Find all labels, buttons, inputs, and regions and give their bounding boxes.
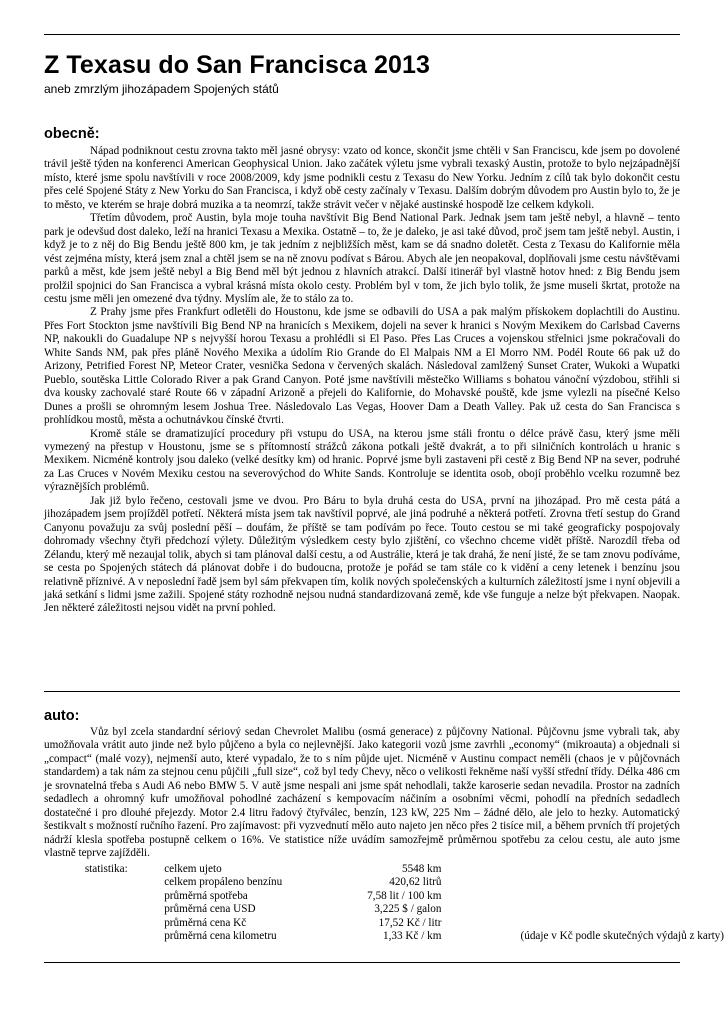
stats-label: statistika: <box>84 863 128 875</box>
stats-name: průměrná spotřeba <box>164 889 248 902</box>
paragraph: Z Prahy jsme přes Frankfurt odletěli do Houstonu, kde jsme se odbavili do USA a pak malým přískokem doplachtili do Austinu. Přes Fort Stockton jsme navštívili Big Bend NP na hranicích s Mexikem, dojeli na sever k hranici s Novým Mexikem do Carlsbad Caverns NP, nakoukli do Guadalupe NP s nejvyšší horou Texasu a prohlédli si El Paso. Přes Las Cruces a vojenskou střelnici jsme pokračovali do White Sands NM, pak přes pláně Nového Mexika a údolím Rio Grande do El Malpais NM a El Morro NM. Podél Route 66 pak už do Arizony, Petrified Forest NP, Meteor Crater, vesnička Sedona v červených skalách. Následoval zamlžený Sunset Crater, Wukoki a Wupatki Pueblo, soutěska Little Colorado River a pak Grand Canyon. Poté jsme navštívili městečko Williams s bohatou vánoční výzdobou, střihli si dva kousky zachovalé staré Route 66 v západní Arizoně a přejeli do Kalifornie, do Mohavské pouště, kde jsme vylezli na písečné Kelso Dunes a prošli se ohromným lesem Joshua Tree. Následovalo Las Vegas, Hoover Dam a Death Valley. Pak už cesta do San Francisca s prohlídkou mostů, města a ochutnávkou čínské čtvrti. <box>44 306 680 427</box>
document-subtitle: aneb zmrzlým jihozápadem Spojených států <box>44 82 279 96</box>
top-rule <box>44 34 680 35</box>
stats-row <box>44 876 724 889</box>
stats-name: průměrná cena USD <box>164 903 256 916</box>
stats-value: 5548 km <box>401 863 442 875</box>
stats-row <box>44 917 724 930</box>
stats-name: celkem ujeto <box>164 863 222 875</box>
paragraph: Třetím důvodem, proč Austin, byla moje touha navštívit Big Bend National Park. Jednak jsem tam ještě nebyl, a hlavně – tento park je odevšud dost daleko, leží na hranici Texasu a Mexika. Ostatně – to, že je daleko, je asi také důvod, proč jsem tam ještě nebyl. Austin, i když je to z něj do Big Bendu ještě 800 km, je tak jedním z nejbližších měst, kam se dá snadno doletět. Cesta z Texasu do Kalifornie měla vést zejména místy, která jsem znal a chtěl jsem se na ně znovu podívat s Bárou. Abych ale jen neopakoval, doplňovali jsme cestu návštěvami parků a měst, kde jsem ještě nebyl a Big Bend měl být jednou z hlavních atrakcí. Další itinerář byl vlastně hotov hned: z Big Bendu jsem prolžil spojnici do San Francisca a vybral krásná místa okolo cesty. Problém byl v tom, že jich bylo tolik, že jsme museli škrtat, protože na cestu jsme měli jen omezené dva týdny. Myslím ale, že to stálo za to. <box>44 212 680 305</box>
bottom-rule <box>44 962 680 963</box>
stats-value: 420,62 litrů <box>389 876 442 889</box>
stats-row <box>44 903 724 916</box>
section-body-auto <box>44 726 680 861</box>
document-title: Z Texasu do San Francisca 2013 <box>44 51 431 79</box>
stats-value: 1,33 Kč / km <box>383 930 442 943</box>
stats-value: 3,225 $ / galon <box>374 903 442 916</box>
stats-row <box>44 863 724 876</box>
section-body-obecne <box>44 145 680 616</box>
statistics-table <box>44 863 724 944</box>
stats-name: celkem propáleno benzínu <box>164 876 283 889</box>
stats-name: průměrná cena kilometru <box>164 930 277 943</box>
section-heading-obecne: obecně: <box>44 126 100 142</box>
stats-note: (údaje v Kč podle skutečných výdajů z karty) <box>520 930 724 943</box>
paragraph: Nápad podniknout cestu zrovna takto měl jasné obrysy: vzato od konce, skončit jsme chtěli v San Franciscu, kde jsem po dovolené trávil ještě týden na konferenci American Geophysical Union. Jako začátek výletu jsme vybrali texaský Austin, protože to bylo nejzápadnější místo, které jsme spolu navštívili v roce 2008/2009, kdy jsme podnikli cestu z Texasu do New Yorku. Jedním z cílů tak bylo dokončit cestu přes celé Spojené Státy z New Yorku do San Francisca, i když obě cesty začínaly v Texasu. Dalším dobrým důvodem pro Austin bylo to, že je to město, ve kterém se hraje dobrá muzika a ta neomrzí, takže strávit večer v nějaké austinské hospodě lze celkem kdykoli. <box>44 145 680 211</box>
stats-value: 7,58 lit / 100 km <box>367 889 442 902</box>
section-heading-auto: auto: <box>44 708 80 724</box>
stats-row <box>44 930 724 943</box>
paragraph: Kromě stále se dramatizující procedury při vstupu do USA, na kterou jsme stáli frontu o délce právě času, který jsme měli vymezený na přestup v Houstonu, jsme se s přítomností strážců zákona potkali ještě dvakrát, a to při silničních kontrolách u hranic s Mexikem. Nicméně kontroly jsou daleko (velké desítky km) od hranic. Poprvé jsme byli zastaveni při cestě z Big Bend NP na sever, podruhé za Las Cruces v Novém Mexiku cestou na severovýchod do White Sands. Kontroluje se identita osob, obojí proběhlo vcelku rozumně bez výraznějších problémů. <box>44 427 680 494</box>
paragraph: Vůz byl zcela standardní sériový sedan Chevrolet Malibu (osmá generace) z půjčovny National. Půjčovnu jsme vybrali tak, aby umožňovala vrátit auto jinde než bylo půjčeno a byla co nejlevnější. Jako kategorii vozů jsme zavrhli „economy“ (mikroauta) a objednali si „compact“ (malé vozy), nejmenší auto, které vypadalo, že to s ním půjde ujet. Nicméně v Austinu compact neměli (chaos je v půjčovnách standardem) a tak nám za stejnou cenu půjčili „full size“, což byl tedy Chevy, něco o velikosti řekněme naší vyšší střední třídy. Délka 486 cm je srovnatelná třeba s Audi A6 nebo BMW 5. V autě jsme nespali ani jsme spát nehodlali, takže karoserie sedan nevadila. Prostor na zadních sedadlech a ohromný kufr umožňoval pohodlné zacházení s kempovacím náčiním a osobními věcmi, pohodlí na předních sedadlech dostatečné i pro dlouhé přejezdy. Motor 2.4 litru řadový čtyřválec, benzín, 123 kW, 225 Nm – žádné dělo, ale jelo to hezky. Automatický šestikvalt s možností ručního řazení. Pro zajímavost: při vyzvednutí mělo auto najeto jen něco přes 2 tisíce mil, a během prvních tří projetých nádrží klesla spotřeba postupně celkem o 16%. Ve statistice níže uvádím samozřejmě průměrnou spotřebu za celou cestu, ale auto jsme vlastně teprve zajížděli. <box>44 726 680 860</box>
stats-name: průměrná cena Kč <box>164 916 247 929</box>
stats-value: 17,52 Kč / litr <box>378 916 442 929</box>
paragraph: Jak již bylo řečeno, cestovali jsme ve dvou. Pro Báru to byla druhá cesta do USA, první na jihozápad. Pro mě cesta pátá a jihozápadem jsem projížděl potřetí. Některá místa jsem tak navštívil poprvé, ale jiná podruhé a některá potřetí. Zrovna třetí sestup do Grand Canyonu považuju za svůj poslední pěší – doufám, že příště se tam podívám po řece. Touto cestou se mi také geograficky pospojovaly dohromady všechny čtyři předchozí výlety. Důležitým výsledkem cesty bylo zjištění, co všechno chceme vidět příště. Narozdíl třeba od Zélandu, který mě nezaujal tolik, abych si tam plánoval další cestu, a od Austrálie, která je tak drahá, že není jisté, že se tam znovu podíváme, se cesta po Spojených státech dá plánovat dobře i do budoucna, protože je pořád se tam stále co k vidění a ceny letenek i benzínu jsou relativně příznivé. A v neposlední řadě jsem byl sám překvapen tím, kolik nových společenských a kulturních záležitostí jsme i nyní objevili a jaká setkání s lidmi jsme zažili. Spojené státy rozhodně nejsou nudná standardizovaná země, kde vše funguje a nelze být překvapen. Naopak. Jen některé záležitosti nejsou vidět na první pohled. <box>44 494 680 615</box>
stats-row <box>44 890 724 903</box>
section-divider <box>44 691 680 692</box>
